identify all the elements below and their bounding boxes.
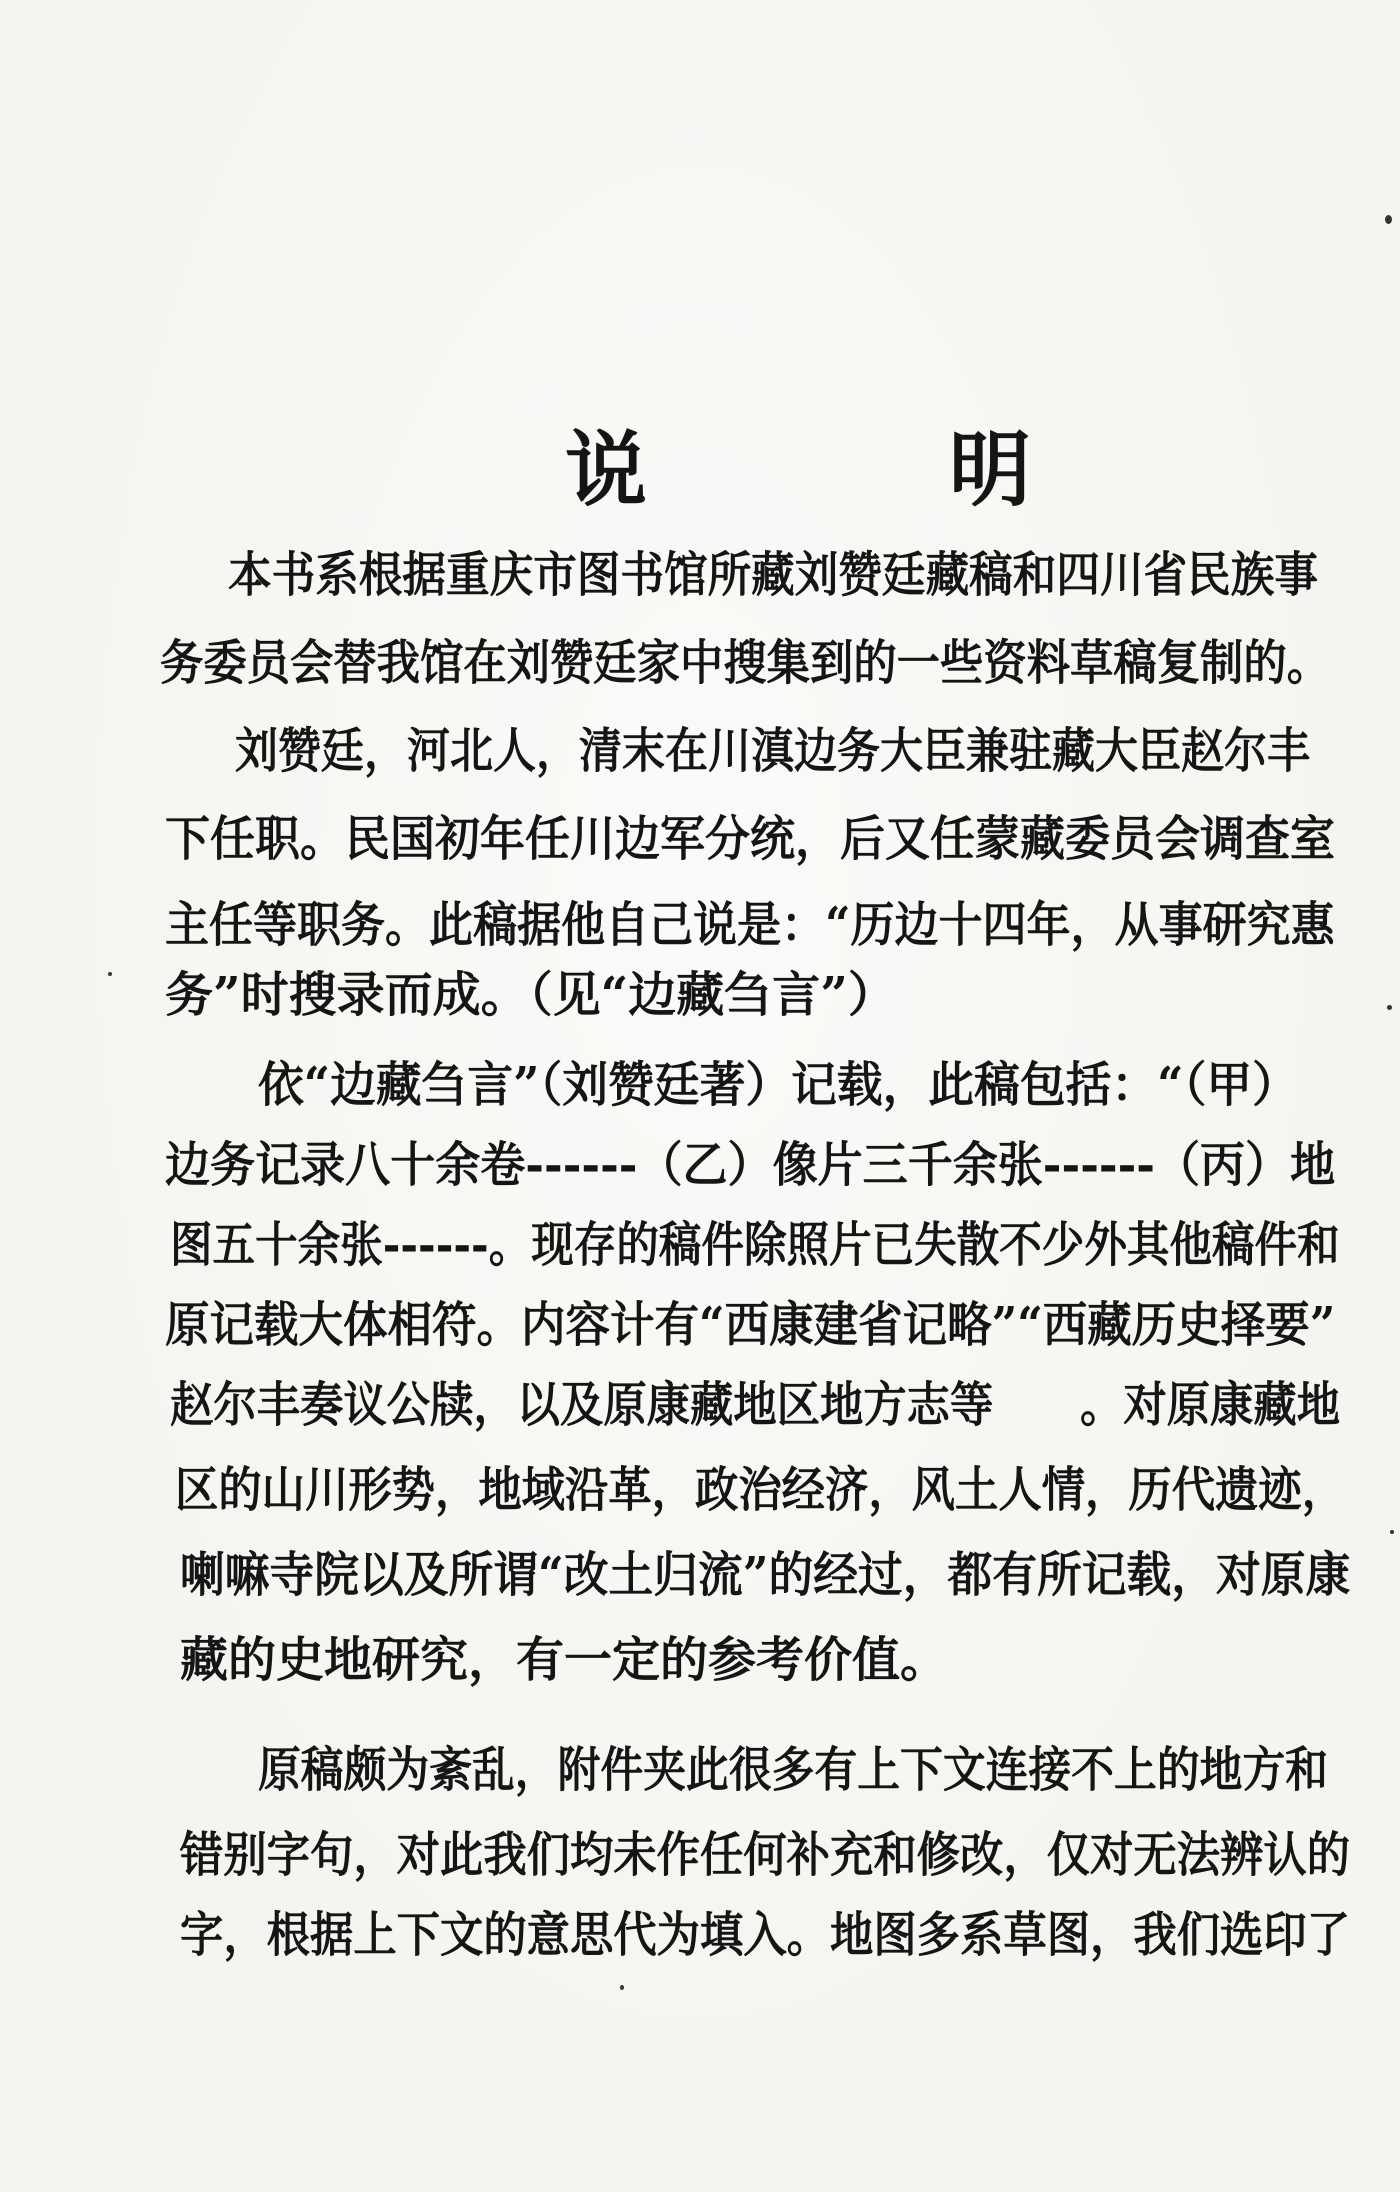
scan-speck [620,1985,624,1990]
scan-speck [108,972,112,976]
text-line-10: 原记载大体相符。内容计有“西康建省记略”“西藏历史择要” [165,1297,1336,1353]
text-line-14: 藏的史地研究，有一定的参考价值。 [180,1632,949,1688]
text-line-5: 主任等职务。此稿据他自己说是：“历边十四年，从事研究惠 [165,897,1335,953]
text-line-8: 边务记录八十余卷------（乙）像片三千余张------（丙）地 [165,1137,1336,1193]
scan-speck [1387,1005,1392,1010]
text-line-16: 错别字句，对此我们均未作任何补充和修改，仅对无法辨认的 [180,1827,1351,1883]
text-line-4: 下任职。民国初年任川边军分统，后又任蒙藏委员会调查室 [165,811,1336,867]
text-line-7: 依“边藏刍言”（刘赞廷著）记载，此稿包括：“（甲） [258,1057,1298,1113]
text-line-2: 务委员会替我馆在刘赞廷家中搜集到的一些资料草稿复制的。 [160,635,1331,691]
scan-speck [1390,1530,1394,1534]
text-line-3: 刘赞廷，河北人，清末在川滇边务大臣兼驻藏大臣赵尔丰 [235,723,1310,779]
text-line-11: 赵尔丰奏议公牍，以及原康藏地区地方志等 。对原康藏地 [170,1377,1341,1433]
text-line-15: 原稿颇为紊乱，附件夹此很多有上下文连接不上的地方和 [258,1742,1329,1798]
scan-speck [1385,215,1392,224]
text-line-9: 图五十余张------。现存的稿件除照片已失散不少外其他稿件和 [170,1217,1340,1273]
text-line-13: 喇嘛寺院以及所谓“改土归流”的经过，都有所记载，对原康 [180,1547,1351,1603]
page-title: 说 明 [565,422,1142,518]
text-line-6: 务”时搜录而成。（见“边藏刍言”） [165,967,896,1023]
text-line-12: 区的山川形势，地域沿革，政治经济，风土人情，历代遗迹， [175,1462,1346,1518]
text-line-1: 本书系根据重庆市图书馆所藏刘赞廷藏稿和四川省民族事 [228,547,1318,603]
text-line-17: 字，根据上下文的意思代为填入。地图多系草图，我们选印了 [180,1907,1351,1963]
